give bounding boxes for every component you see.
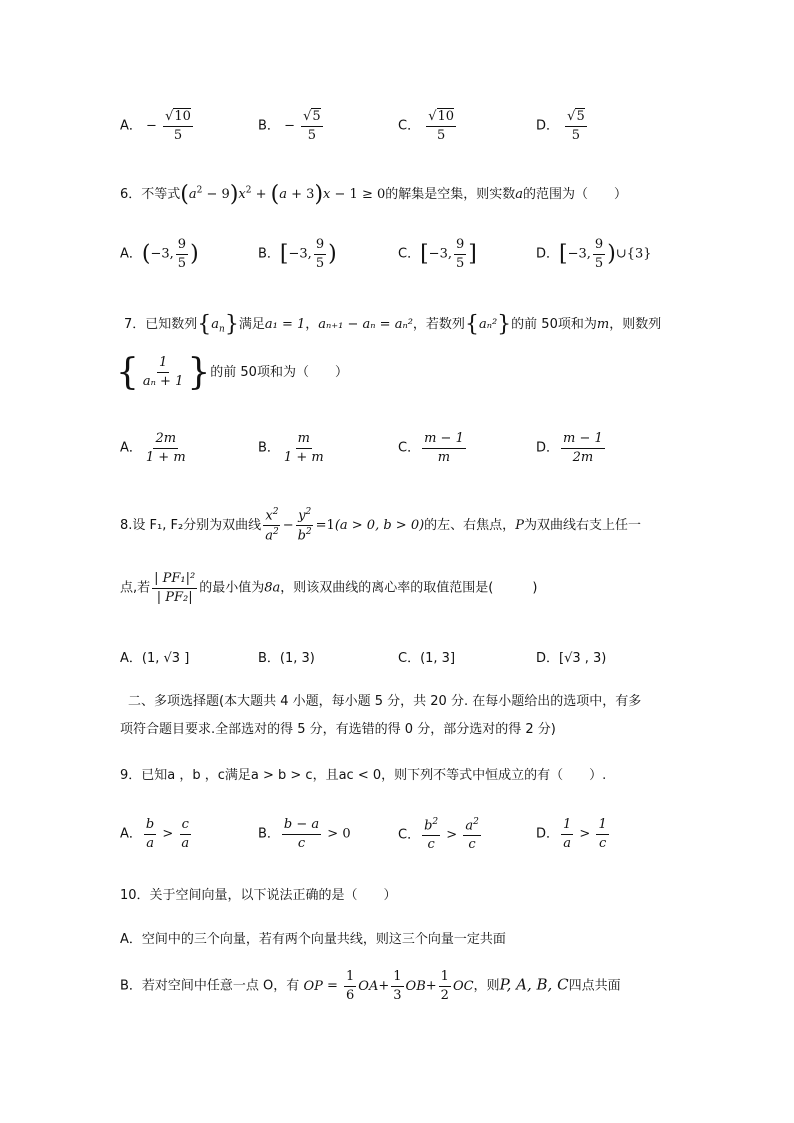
q10-option-b: B．若对空间中任意一点 O，有 OP = $\frac{1}{6}$ OA+ $\frac{1}{3}$ OB+ $\frac{1}{2}$ OC，则P, A, B, C四点共面 — [120, 969, 621, 1003]
q8-option-c: C．(1, 3] — [398, 651, 456, 666]
q8-option-a: A．(1, √3 ] — [120, 651, 190, 666]
section-heading-line1: 二、多项选择题(本大题共 4 小题，每小题 5 分，共 20 分. 在每小题给出的选项中，有多 — [128, 694, 642, 709]
q6-option-c: C．[−3, $\frac{9}{5}$ ] — [398, 237, 477, 271]
q5-option-d: D． $\frac{√5}{5}$ — [536, 109, 585, 143]
q9-option-b: B． $\frac{b - a}{c}$ > 0 — [258, 817, 351, 851]
q8-option-b: B．(1, 3) — [258, 651, 315, 666]
q9-stem: 9．已知a ，b ，c满足a > b > c，且ac < 0，则下列不等式中恒成立的有（ ）. — [120, 768, 607, 783]
q9-option-d: D． $\frac{1}{a}$ > $\frac{1}{c}$ — [536, 817, 607, 851]
q10-option-a: A．空间中的三个向量，若有两个向量共线，则这三个向量一定共面 — [120, 932, 506, 947]
q7-option-a: A． $\frac{2m}{1 + m}$ — [120, 431, 186, 465]
q7-option-d: D． $\frac{m - 1}{2m}$ — [536, 431, 603, 465]
q8-stem-line1: 8.设 F₁, F₂分别为双曲线 $\frac{x^2}{a^2}$ − $\frac{y^2}{b^2}$ =1(a > 0, b > 0)的左、右焦点，P为双曲线右支上任一 — [120, 507, 641, 544]
q7-option-c: C． $\frac{m - 1}{m}$ — [398, 431, 464, 465]
fraction: $\frac{√10}{5}$ — [428, 109, 455, 143]
fraction: $\frac{√5}{5}$ — [303, 109, 321, 143]
q9-option-a: A． $\frac{b}{a}$ > $\frac{c}{a}$ — [120, 817, 190, 851]
q6-option-a: A．(−3, $\frac{9}{5}$ ) — [120, 237, 199, 271]
fraction: $\frac{√5}{5}$ — [567, 109, 585, 143]
q6-stem: 6．不等式$(a^2 - 9)x^2 + (a + 3)x - 1 \ge 0$的解集是空集，则实数a的范围为（ ） — [120, 182, 628, 207]
q7-stem-line1: 7．已知数列$\{a_n\}$满足a₁ = 1，aₙ₊₁ − aₙ = aₙ²，若数列{aₙ²}的前 50项和为m，则数列 — [124, 312, 662, 337]
q6-option-b: B．[−3, $\frac{9}{5}$ ) — [258, 237, 337, 271]
fraction: $\frac{√10}{5}$ — [165, 109, 191, 143]
q5-option-c: C． $\frac{√10}{5}$ — [398, 109, 455, 143]
q6-option-d: D．[−3, $\frac{9}{5}$ )∪{3} — [536, 237, 652, 271]
q10-stem: 10．关于空间向量，以下说法正确的是（ ） — [120, 888, 397, 903]
q7-stem-line2: { $\frac{1}{\text{aₙ + 1}}$ }的前 50项和为（ ） — [116, 352, 348, 393]
q5-option-a: A． − $\frac{√10}{5}$ — [120, 109, 191, 143]
section-heading-line2: 项符合题目要求.全部选对的得 5 分，有选错的得 0 分，部分选对的得 2 分) — [120, 722, 556, 737]
q8-option-d: D．[√3 , 3) — [536, 651, 607, 666]
q5-option-b: B． − $\frac{√5}{5}$ — [258, 109, 321, 143]
q7-option-b: B． $\frac{m}{1 + m}$ — [258, 431, 324, 465]
q9-option-c: C． $\frac{b^2}{c}$ > $\frac{a^2}{c}$ — [398, 817, 479, 852]
q8-stem-line2: 点,若 $\frac{\text{| PF₁|²}}{\text{| PF₂|}}$ 的最小值为8a，则该双曲线的离心率的取值范围是( ) — [120, 571, 538, 605]
